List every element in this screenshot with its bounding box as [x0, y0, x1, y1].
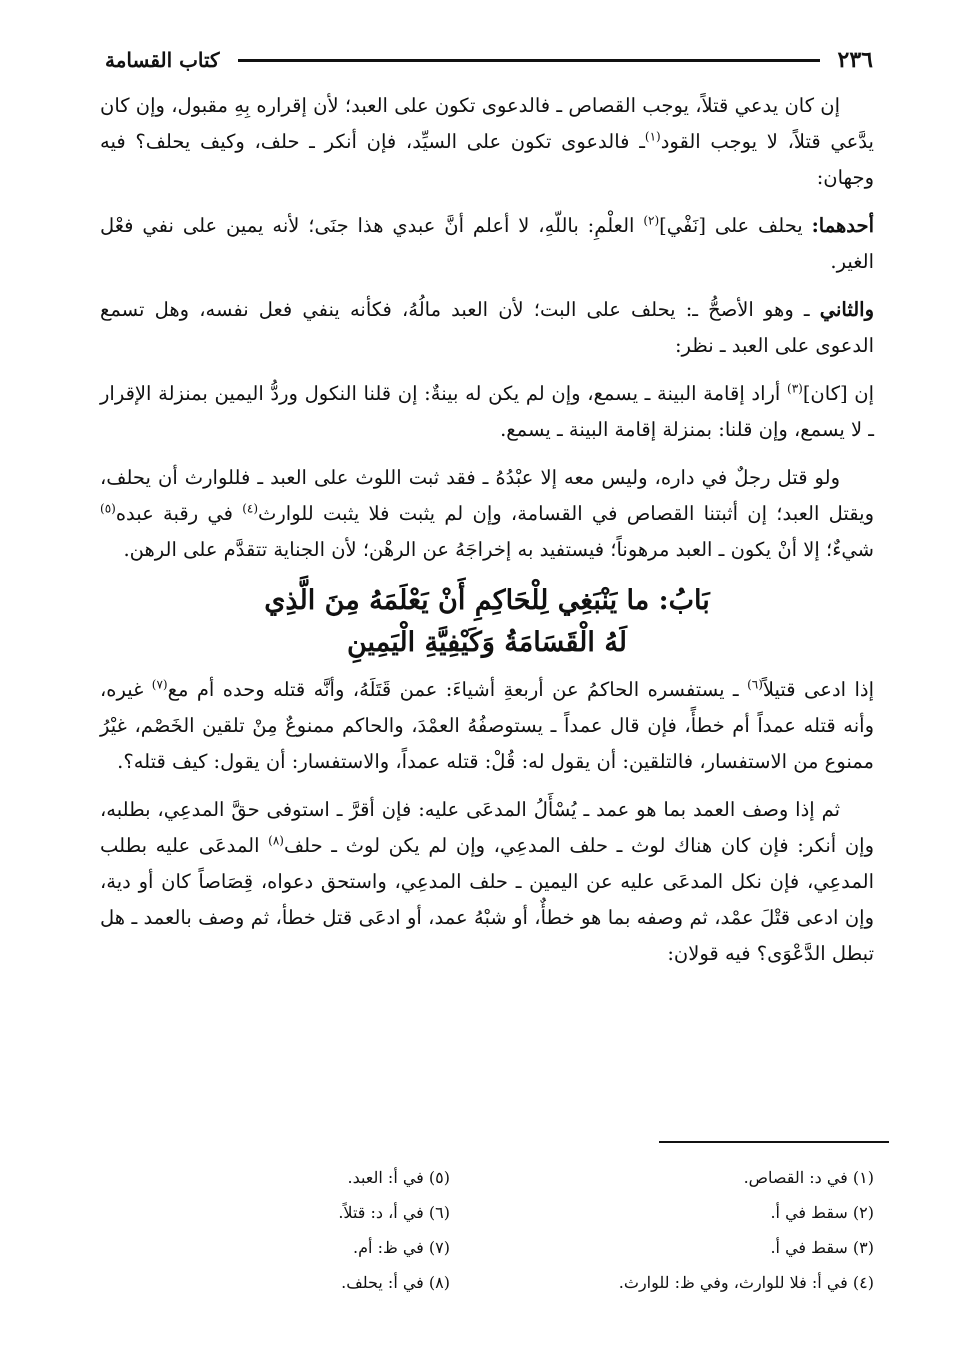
running-title: كتاب القسامة	[105, 48, 220, 72]
footnote: (٦) في أ، د: قتلاً.	[338, 1203, 450, 1222]
paragraph-5	[100, 460, 874, 568]
footnote-separator	[659, 1141, 889, 1143]
paragraph-text: إن [كان]	[802, 382, 874, 405]
paragraph-text: غيره، وأنه قتله عمداً أم خطأً، فإن قال عمداً ـ يستوصفُهُ العمْدَ، والحاكم ممنوعٌ مِنْ تلقين الخَصْم، غيْرُ ممنوع من الاستفسار، فالتلقين: أن يقول له: قُلْ: قتله عمداً، والاستفسار: أن يقول: كيف قتله؟.	[100, 678, 874, 773]
footnote: (٥) في أ: العبد.	[347, 1168, 450, 1187]
chapter-title-line: لَهُ الْقَسَامَةُ وَكَيْفِيَّةِ الْيَمِينِ	[346, 627, 628, 658]
paragraph-6	[100, 672, 874, 780]
paragraph-2	[100, 208, 874, 280]
footnote-ref: (١)	[644, 129, 661, 144]
footnotes-column-right	[564, 1160, 874, 1300]
paragraph-lead: أحدهما:	[811, 214, 875, 237]
paragraph-text: في رقبة عبده	[115, 502, 243, 525]
footnote: (٢) سقط في أ.	[770, 1203, 874, 1222]
footnote-ref: (٣)	[787, 381, 803, 396]
paragraph-4	[100, 376, 874, 448]
footnote-ref: (٤)	[242, 501, 259, 516]
footnote-ref: (٦)	[747, 677, 763, 692]
footnotes	[240, 1160, 874, 1300]
paragraph-text: إذا ادعى قتيلاً	[762, 678, 874, 701]
footnote-ref: (٥)	[100, 501, 116, 516]
paragraph-text: المدعَى عليه بطلب المدعِي، فإن نكل المدعَى عليه عن اليمين ـ حلف المدعِي، واستحق دعواه، قِصَاصاً كان أو دية، وإن ادعى قتْلَ عمْد، ثم وصفه بما هو خطأٌ، أو شبْهُ عمد، أو ادعَى قتل خطأ، ثم وصف بالعمد ـ هل تبطل الدَّعْوَى؟ فيه قولان:	[100, 834, 874, 965]
paragraph-3	[100, 292, 874, 364]
paragraph-text: شيءٌ؛ إلا أنْ يكون ـ العبد مرهوناً؛ فيستفيد به إخراجَهُ عن الرهْن؛ لأن الجناية تتقدَّم على الرهن.	[123, 538, 874, 561]
footnote: (١) في د: القصاص.	[743, 1168, 874, 1187]
paragraph-1	[100, 88, 874, 196]
header-rule	[238, 59, 820, 62]
paragraph-text: أراد إقامة البينة ـ يسمع، وإن لم يكن له بينةٌ: إن قلنا النكول وردُّ اليمين بمنزلة الإقرار ـ لا يسمع، وإن قلنا: بمنزلة إقامة البينة ـ يسمع.	[100, 382, 874, 441]
chapter-title-line: بَابُ: ما يَنْبَغِي لِلْحَاكِمِ أَنْ يَعْلَمَهُ مِنَ الَّذِي	[264, 585, 710, 616]
footnote: (٤) في أ: فلا للوارث، وفي ظ: للوارث.	[618, 1273, 874, 1292]
paragraph-text: ـ يستفسره الحاكمُ عن أربعةِ أشياءَ: عمن قَتَلَهُ، وأنَّه قتله وحده أم مع	[167, 678, 748, 701]
footnote-ref: (٢)	[643, 213, 660, 228]
paragraph-lead: والثاني	[819, 298, 874, 321]
footnote: (٧) في ظ: أم.	[353, 1238, 450, 1257]
page-number: ٢٣٦	[837, 47, 873, 73]
paragraph-text: يحلف على [نَفْي]	[659, 214, 812, 237]
paragraph-text: إن كان يدعي قتلاً، يوجب القصاص ـ فالدعوى تكون على العبد؛ لأن إقراره بِهِ مقبول، وإن كان يدَّعي قتلاً، لا يوجب القود	[100, 94, 874, 153]
paragraph-7	[100, 792, 874, 972]
footnote-ref: (٧)	[151, 677, 168, 692]
paragraph-text: ولو قتل رجلٌ في داره، وليس معه إلا عبْدُهُ ـ فقد ثبت اللوث على العبد ـ فللوارث أن يحلف، ويقتل العبد؛ إن أثبتنا القصاص في القسامة، وإن لم يثبت فلا يثبت للوارث	[100, 466, 874, 525]
page-header	[105, 40, 873, 80]
chapter-title	[100, 580, 874, 664]
footnote: (٣) سقط في أ.	[770, 1238, 874, 1257]
footnotes-column-left	[240, 1160, 450, 1300]
paragraph-text: ـ فالدعوى تكون على السيِّد، فإن أنكر ـ حلف، وكيف يحلف؟ فيه وجهان:	[100, 130, 874, 189]
paragraph-text: ثم إذا وصف العمد بما هو عمد ـ يُسْأَلُ المدعَى عليه: فإن أقرَّ ـ استوفى حقَّ المدعِي، بطلبه، وإن أنكر: فإن كان هناك لوث ـ حلف المدعِي، وإن لم يكن لوث ـ حلف	[100, 798, 874, 857]
footnote-ref: (٨)	[268, 833, 284, 848]
main-text	[100, 88, 874, 984]
paragraph-text: العلْمِ: باللّهِ، لا أعلم أنَّ عبدي هذا جنَى؛ لأنه يمين على نفي فعْل الغير.	[100, 214, 874, 273]
footnote: (٨) في أ: يحلف.	[341, 1273, 450, 1292]
paragraph-text: ـ وهو الأصحُّ ـ: يحلف على البت؛ لأن العبد مالُهُ، فكأنه ينفي فعل نفسه، وهل تسمع الدعوى على العبد ـ نظر:	[100, 298, 874, 357]
